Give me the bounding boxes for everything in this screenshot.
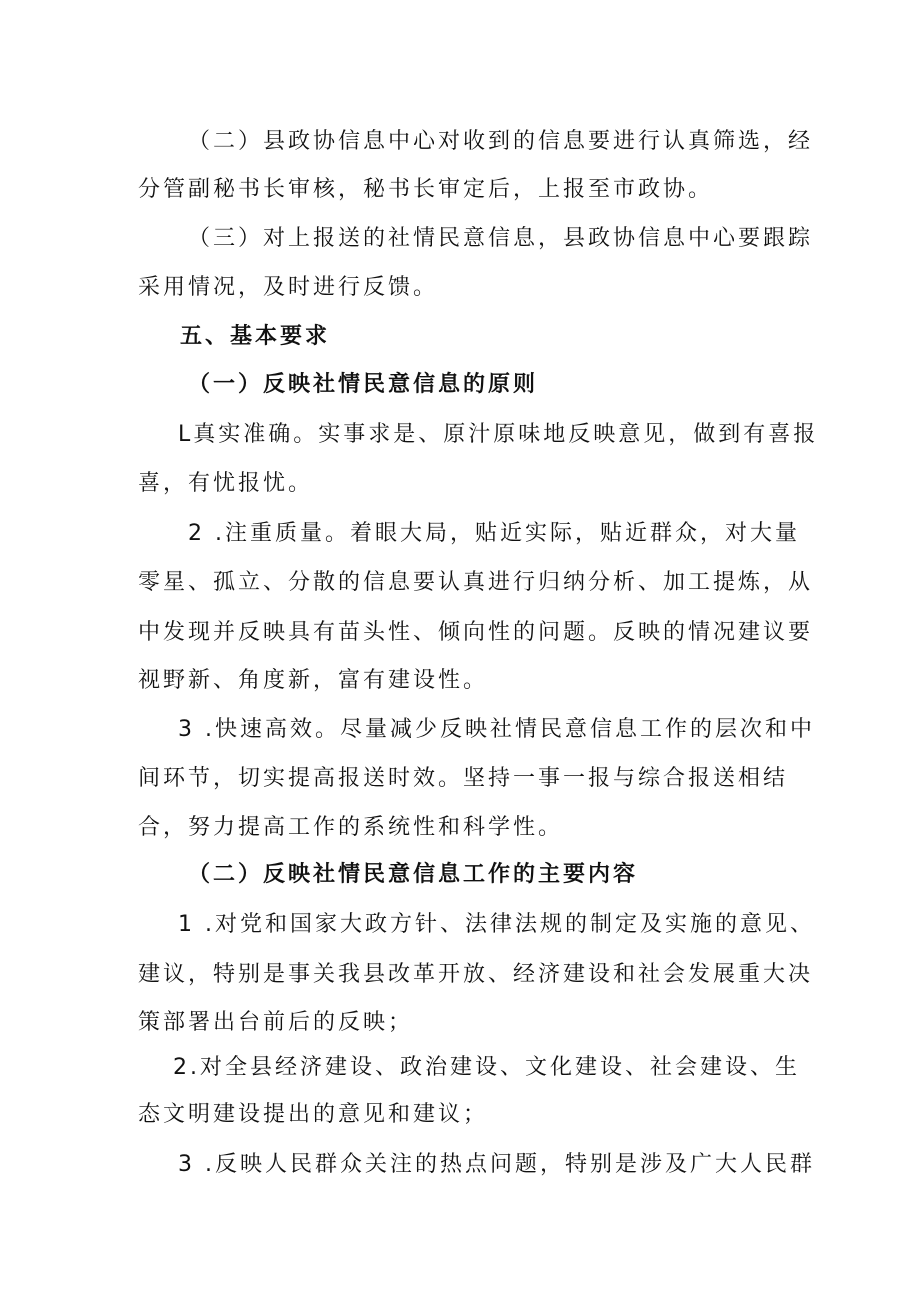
paragraph-line: 喜，有忧报忧。 — [138, 471, 314, 496]
paragraph-line: 2.对全县经济建设、政治建设、文化建设、社会建设、生 — [173, 1055, 800, 1080]
paragraph-line: 中发现并反映具有苗头性、倾向性的问题。反映的情况建议要 — [138, 620, 814, 645]
paragraph-line: 2 .注重质量。着眼大局，贴近实际，贴近群众，对大量 — [188, 521, 800, 546]
paragraph-line: 建议，特别是事关我县改革开放、经济建设和社会发展重大决 — [138, 962, 814, 987]
paragraph-line: 策部署出台前后的反映； — [138, 1010, 414, 1035]
subsection-heading: （一）反映社情民意信息的原则 — [188, 372, 539, 397]
paragraph-line: 态文明建设提出的意见和建议； — [138, 1102, 489, 1127]
paragraph-line: 1 .对党和国家大政方针、法律法规的制定及实施的意见、 — [178, 912, 815, 937]
paragraph-line: （二）县政协信息中心对收到的信息要进行认真筛选，经 — [188, 129, 814, 154]
paragraph-line: 3 .快速高效。尽量减少反映社情民意信息工作的层次和中 — [178, 717, 815, 742]
subsection-heading: （二）反映社情民意信息工作的主要内容 — [188, 862, 639, 887]
paragraph-line: （三）对上报送的社情民意信息，县政协信息中心要跟踪 — [188, 226, 814, 251]
paragraph-line: 分管副秘书长审核，秘书长审定后，上报至市政协。 — [138, 177, 714, 202]
paragraph-line: 采用情况，及时进行反馈。 — [138, 275, 439, 300]
paragraph-line: 3 .反映人民群众关注的热点问题，特别是涉及广大人民群 — [178, 1152, 815, 1177]
paragraph-line: 视野新、角度新，富有建设性。 — [138, 668, 489, 693]
section-heading: 五、基本要求 — [180, 324, 331, 349]
paragraph-line: 合，努力提高工作的系统性和科学性。 — [138, 815, 564, 840]
paragraph-line: 零星、孤立、分散的信息要认真进行归纳分析、加工提炼，从 — [138, 570, 814, 595]
paragraph-line: L真实准确。实事求是、原汁原味地反映意见，做到有喜报 — [178, 422, 819, 447]
paragraph-line: 间环节，切实提高报送时效。坚持一事一报与综合报送相结 — [138, 766, 789, 791]
